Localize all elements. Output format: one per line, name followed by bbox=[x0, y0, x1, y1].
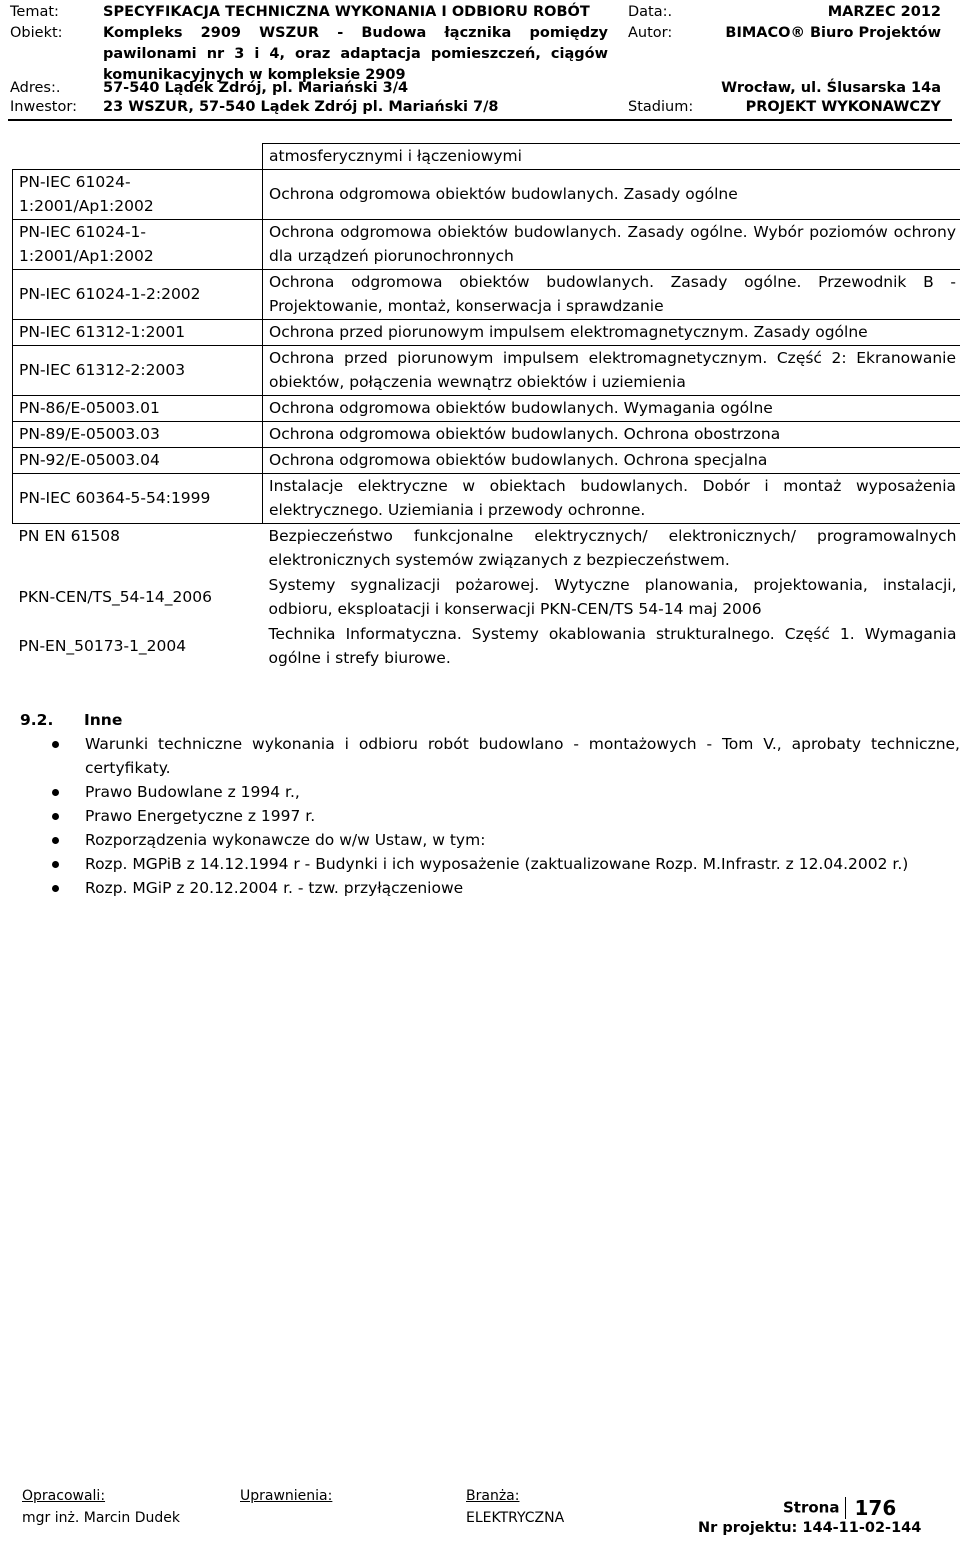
project-number-label: Nr projektu: bbox=[698, 1520, 798, 1536]
discipline-value: ELEKTRYCZNA bbox=[466, 1510, 565, 1526]
list-item bbox=[20, 804, 960, 828]
document-header bbox=[0, 0, 960, 118]
standard-description: Ochrona odgromowa obiektów budowlanych. Zasady ogólne bbox=[263, 170, 960, 220]
bullet-icon bbox=[52, 885, 59, 892]
standard-code bbox=[13, 144, 263, 170]
author-address: Wrocław, ul. Ślusarska 14a bbox=[721, 80, 941, 96]
section-heading bbox=[20, 708, 960, 732]
document-footer bbox=[0, 1488, 960, 1547]
table-row bbox=[13, 170, 960, 220]
standard-code: PN-EN_50173-1_2004 bbox=[18, 637, 187, 655]
list-item bbox=[20, 852, 960, 876]
standard-code: PN-IEC 61312-2:2003 bbox=[13, 346, 263, 396]
standard-description: Ochrona odgromowa obiektów budowlanych. Ochrona obostrzona bbox=[263, 422, 960, 448]
object-line-2: pawilonami nr 3 i 4, oraz adaptacja pomieszczeń, ciągów bbox=[103, 46, 608, 62]
list-item-text: Rozporządzenia wykonawcze do w/w Ustaw, w tym: bbox=[85, 831, 486, 849]
date-value: MARZEC 2012 bbox=[827, 4, 941, 20]
discipline-label: Branża: bbox=[466, 1488, 520, 1504]
table-row bbox=[13, 422, 960, 448]
list-item-text: Prawo Energetyczne z 1997 r. bbox=[85, 807, 316, 825]
author-label: Autor: bbox=[628, 25, 673, 41]
header-divider bbox=[8, 119, 952, 121]
project-number bbox=[698, 1520, 921, 1536]
prepared-by-label: Opracowali: bbox=[22, 1488, 106, 1504]
prepared-by-value: mgr inż. Marcin Dudek bbox=[22, 1510, 181, 1526]
standard-code: PN EN 61508 bbox=[18, 527, 120, 545]
standard-code: PN-92/E-05003.04 bbox=[13, 448, 263, 474]
bullet-icon bbox=[52, 813, 59, 820]
table-row bbox=[13, 320, 960, 346]
table-row bbox=[13, 144, 960, 170]
standard-description: Ochrona odgromowa obiektów budowlanych. Zasady ogólne. Wybór poziomów ochrony dla urządzeń piorunochronnych bbox=[263, 220, 960, 270]
table-row bbox=[13, 524, 960, 574]
list-item bbox=[20, 828, 960, 852]
bullet-list bbox=[20, 732, 960, 900]
standard-code: PN-IEC 61312-1:2001 bbox=[13, 320, 263, 346]
list-item-text: Warunki techniczne wykonania i odbioru robót budowlano - montażowych - Tom V., aprobaty techniczne, certyfikaty. bbox=[85, 735, 960, 777]
standard-description: Ochrona przed piorunowym impulsem elektromagnetycznym. Zasady ogólne bbox=[263, 320, 960, 346]
table-row bbox=[13, 346, 960, 396]
list-item bbox=[20, 732, 960, 780]
page-separator bbox=[845, 1497, 846, 1519]
address-value: 57-540 Lądek Zdrój, pl. Mariański 3/4 bbox=[103, 80, 409, 96]
table-row bbox=[13, 474, 960, 524]
object-label: Obiekt: bbox=[10, 25, 63, 41]
section-title: Inne bbox=[84, 711, 123, 729]
object-line-3: komunikacyjnych w kompleksie 2909 bbox=[103, 67, 406, 83]
list-item-text: Prawo Budowlane z 1994 r., bbox=[85, 783, 300, 801]
bullet-icon bbox=[52, 789, 59, 796]
standard-description: Bezpieczeństwo funkcjonalne elektrycznych/ elektronicznych/ programowalnych elektronicznych systemów związanych z bezpieczeństwem. bbox=[268, 527, 957, 569]
standard-code: PN-86/E-05003.01 bbox=[13, 396, 263, 422]
table-row bbox=[13, 622, 960, 671]
list-item bbox=[20, 780, 960, 804]
standard-description: Ochrona odgromowa obiektów budowlanych. Wymagania ogólne bbox=[263, 396, 960, 422]
stage-label: Stadium: bbox=[628, 99, 694, 115]
author-value: BIMACO® Biuro Projektów bbox=[725, 25, 941, 41]
page-label: Strona bbox=[783, 1498, 840, 1517]
topic-label: Temat: bbox=[10, 4, 59, 20]
table-row bbox=[13, 396, 960, 422]
table-row bbox=[13, 270, 960, 320]
bullet-icon bbox=[52, 837, 59, 844]
list-item-text: Rozp. MGPiB z 14.12.1994 r - Budynki i ich wyposażenie (zaktualizowane Rozp. M.Infrastr. z 12.04.2002 r.) bbox=[85, 855, 909, 873]
standard-description: Instalacje elektryczne w obiektach budowlanych. Dobór i montaż wyposażenia elektrycznego. Uziemiania i przewody ochronne. bbox=[263, 474, 960, 524]
table-row bbox=[13, 220, 960, 270]
standard-description: Ochrona przed piorunowym impulsem elektromagnetycznym. Część 2: Ekranowanie obiektów, połączenia wewnątrz obiektów i uziemienia bbox=[263, 346, 960, 396]
standard-code: PN-89/E-05003.03 bbox=[13, 422, 263, 448]
list-item bbox=[20, 876, 960, 900]
standard-description: Ochrona odgromowa obiektów budowlanych. Ochrona specjalna bbox=[263, 448, 960, 474]
standard-code: PKN-CEN/TS_54-14_2006 bbox=[18, 588, 212, 606]
section-other bbox=[20, 708, 960, 900]
investor-value: 23 WSZUR, 57-540 Lądek Zdrój pl. Mariański 7/8 bbox=[103, 99, 499, 115]
standard-description: atmosferycznymi i łączeniowymi bbox=[263, 144, 960, 170]
standards-table bbox=[12, 143, 960, 671]
list-item-text: Rozp. MGiP z 20.12.2004 r. - tzw. przyłączeniowe bbox=[85, 879, 464, 897]
section-number: 9.2. bbox=[20, 711, 54, 729]
address-label: Adres:. bbox=[10, 80, 61, 96]
object-line-1: Kompleks 2909 WSZUR - Budowa łącznika pomiędzy bbox=[103, 25, 608, 41]
investor-label: Inwestor: bbox=[10, 99, 77, 115]
qualifications-label: Uprawnienia: bbox=[240, 1488, 333, 1504]
bullet-icon bbox=[52, 861, 59, 868]
standard-code: PN-IEC 61024-1-1:2001/Ap1:2002 bbox=[13, 220, 263, 270]
page-value: 176 bbox=[854, 1496, 897, 1520]
standard-description: Technika Informatyczna. Systemy okablowania strukturalnego. Część 1. Wymagania ogólne i strefy biurowe. bbox=[268, 625, 957, 667]
date-label: Data:. bbox=[628, 4, 673, 20]
table-row bbox=[13, 448, 960, 474]
page-number bbox=[783, 1496, 896, 1520]
standard-description: Systemy sygnalizacji pożarowej. Wytyczne planowania, projektowania, instalacji, odbioru, eksploatacji i konserwacji PKN-CEN/TS 54-14 maj 2006 bbox=[268, 576, 957, 618]
bullet-icon bbox=[52, 741, 59, 748]
standard-code: PN-IEC 61024-1-2:2002 bbox=[13, 270, 263, 320]
standard-code: PN-IEC 61024-1:2001/Ap1:2002 bbox=[13, 170, 263, 220]
stage-value: PROJEKT WYKONAWCZY bbox=[745, 99, 941, 115]
project-number-value: 144-11-02-144 bbox=[802, 1520, 922, 1536]
table-row bbox=[13, 573, 960, 622]
standard-description: Ochrona odgromowa obiektów budowlanych. Zasady ogólne. Przewodnik B - Projektowanie, montaż, konserwacja i sprawdzanie bbox=[263, 270, 960, 320]
standard-code: PN-IEC 60364-5-54:1999 bbox=[13, 474, 263, 524]
topic-value: SPECYFIKACJA TECHNICZNA WYKONANIA I ODBIORU ROBÓT bbox=[103, 4, 590, 20]
